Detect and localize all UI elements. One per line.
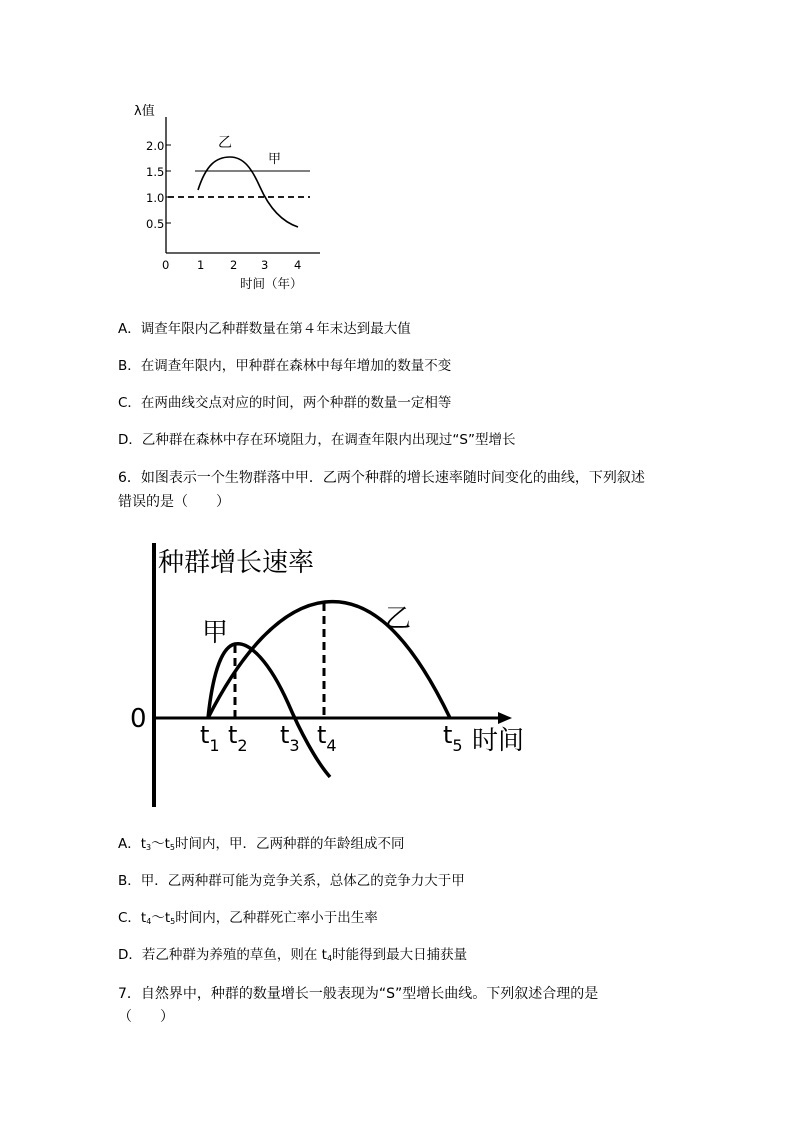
lambda-chart — [120, 95, 330, 300]
y-tick-label: 2.0 — [146, 139, 165, 153]
t3-label: $t_3$ — [280, 721, 300, 755]
yi-label: 乙 — [385, 604, 412, 634]
q7-stem-line2: （ ） — [118, 1009, 174, 1025]
q6-option-c: C．$t_4\sim t_5$时间内，乙种群死亡率小于出生率 — [118, 910, 378, 926]
x-axis-title: 时间（年） — [240, 276, 303, 291]
x-tick-label: 2 — [230, 258, 238, 272]
t2-label: $t_2$ — [228, 721, 248, 755]
q7-stem-line1: 7．自然界中，种群的数量增长一般表现为“S”型增长曲线。下列叙述合理的是 — [118, 986, 599, 1002]
jia-label: 甲 — [202, 618, 229, 648]
yi-curve — [208, 602, 450, 718]
x-tick-label: 1 — [197, 258, 205, 272]
t5-label: $t_5$ — [443, 721, 463, 755]
origin-label: 0 — [130, 704, 147, 734]
x-axis-arrow — [498, 712, 512, 724]
q6-stem-line2: 错误的是（ ） — [118, 494, 230, 510]
q5-option-a: A．调查年限内乙种群数量在第４年末达到最大值 — [118, 321, 411, 337]
jia-label: 甲 — [268, 152, 282, 167]
jia-curve — [208, 644, 330, 777]
y-tick-label: 1.5 — [146, 165, 165, 179]
q6-option-d: D．若乙种群为养殖的草鱼，则在 $t_4$时能得到最大日捕获量 — [118, 947, 468, 963]
q5-option-c: C．在两曲线交点对应的时间，两个种群的数量一定相等 — [118, 395, 452, 411]
growth-rate-chart — [120, 535, 540, 815]
t4-label: $t_4$ — [317, 721, 337, 755]
t1-label: $t_1$ — [200, 721, 220, 755]
y-axis-title: λ值 — [134, 104, 155, 119]
yi-label: 乙 — [218, 135, 232, 151]
q5-option-b: B．在调查年限内，甲种群在森林中每年增加的数量不变 — [118, 358, 452, 374]
y-axis-title: 种群增长速率 — [158, 548, 315, 578]
x-tick-label: 0 — [162, 258, 170, 272]
x-tick-label: 4 — [294, 258, 302, 272]
yi-curve — [198, 157, 298, 227]
q5-option-d: D．乙种群在森林中存在环境阻力，在调查年限内出现过“S”型增长 — [118, 432, 516, 448]
q6-option-b: B．甲．乙两种群可能为竞争关系，总体乙的竞争力大于甲 — [118, 873, 465, 889]
x-tick-label: 3 — [261, 258, 269, 272]
q6-option-a: A．$t_3\sim t_5$时间内，甲．乙两种群的年龄组成不同 — [118, 836, 405, 852]
y-tick-label: 0.5 — [146, 217, 165, 231]
x-axis-title: 时间 — [472, 726, 525, 756]
y-tick-label: 1.0 — [146, 191, 165, 205]
q6-stem-line1: 6．如图表示一个生物群落中甲．乙两个种群的增长速率随时间变化的曲线，下列叙述 — [118, 470, 645, 486]
